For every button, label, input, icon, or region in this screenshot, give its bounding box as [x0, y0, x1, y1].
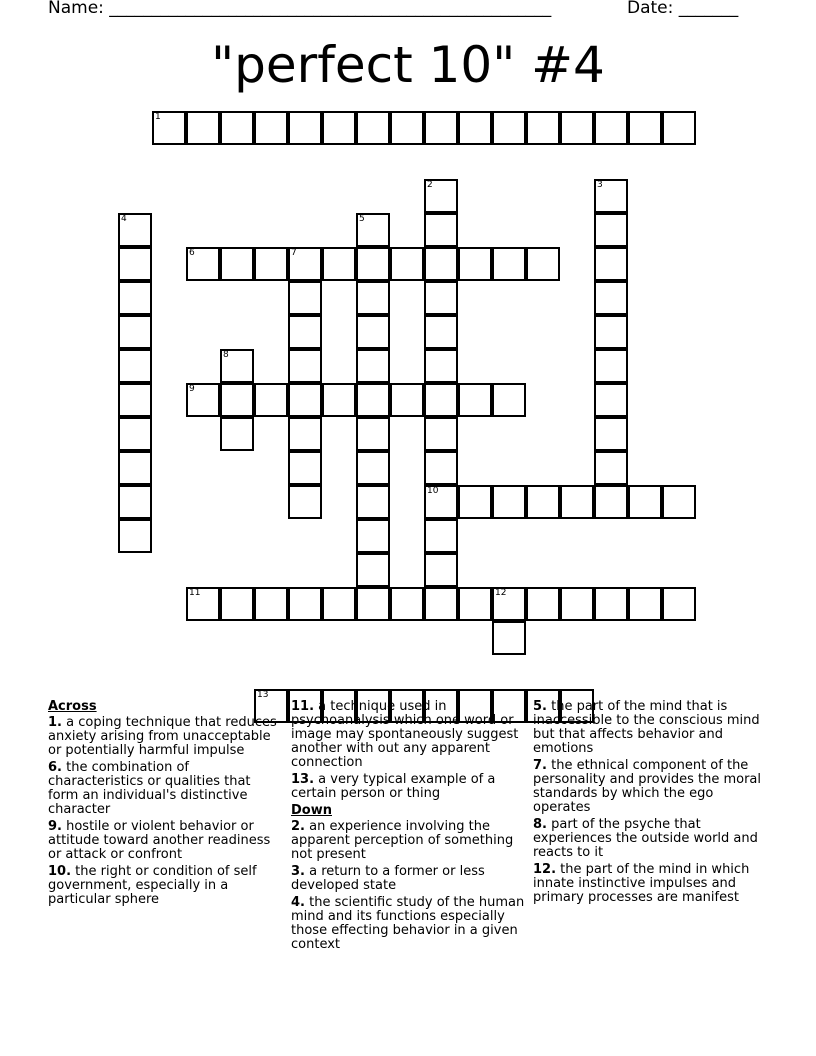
clue-num: 10.: [48, 864, 72, 879]
grid-cell[interactable]: [594, 315, 628, 349]
clue-num: 12.: [533, 862, 557, 877]
grid-cell[interactable]: [186, 383, 220, 417]
grid-cell[interactable]: [390, 111, 424, 145]
grid-cell[interactable]: [288, 451, 322, 485]
grid-cell[interactable]: [424, 519, 458, 553]
grid-cell[interactable]: [594, 111, 628, 145]
grid-cell[interactable]: [594, 179, 628, 213]
clue-item: [291, 700, 525, 770]
grid-cell[interactable]: [458, 587, 492, 621]
grid-cell[interactable]: [356, 587, 390, 621]
grid-cell[interactable]: [118, 349, 152, 383]
grid-cell[interactable]: [356, 383, 390, 417]
clue-num: 2.: [291, 819, 305, 834]
clue-number: 8: [223, 350, 229, 360]
grid-cell[interactable]: [220, 349, 254, 383]
clue-number: 6: [189, 248, 195, 258]
clue-number: 4: [121, 214, 127, 224]
grid-cell[interactable]: [560, 111, 594, 145]
grid-cell[interactable]: [288, 349, 322, 383]
grid-cell[interactable]: [594, 451, 628, 485]
grid-cell[interactable]: [594, 587, 628, 621]
clue-number: 13: [257, 690, 269, 700]
grid-cell[interactable]: [458, 383, 492, 417]
clue-item: [533, 863, 769, 905]
clue-num: 4.: [291, 895, 305, 910]
grid-cell[interactable]: [356, 247, 390, 281]
grid-cell[interactable]: [356, 553, 390, 587]
grid-cell[interactable]: [560, 587, 594, 621]
grid-cell[interactable]: [186, 587, 220, 621]
clue-num: 3.: [291, 864, 305, 879]
grid-cell[interactable]: [594, 417, 628, 451]
clue-num: 6.: [48, 760, 62, 775]
grid-cell[interactable]: [118, 247, 152, 281]
grid-cell[interactable]: [662, 111, 696, 145]
clue-text: a very typical example of a certain person or thing: [291, 772, 496, 801]
grid-cell[interactable]: [288, 111, 322, 145]
grid-cell[interactable]: [118, 383, 152, 417]
grid-cell[interactable]: [220, 587, 254, 621]
grid-cell[interactable]: [594, 383, 628, 417]
grid-cell[interactable]: [288, 587, 322, 621]
grid-cell[interactable]: [356, 485, 390, 519]
grid-cell[interactable]: [254, 383, 288, 417]
grid-cell[interactable]: [118, 451, 152, 485]
grid-cell[interactable]: [118, 417, 152, 451]
clue-item: [48, 716, 284, 758]
grid-cell[interactable]: [288, 247, 322, 281]
clue-num: 13.: [291, 772, 315, 787]
grid-cell[interactable]: [526, 587, 560, 621]
grid-cell[interactable]: [186, 247, 220, 281]
clue-text: the combination of characteristics or qualities that form an individual's distinctive character: [48, 760, 251, 817]
grid-cell[interactable]: [118, 519, 152, 553]
grid-cell[interactable]: [526, 485, 560, 519]
clue-text: a coping technique that reduces anxiety arising from unacceptable or potentially harmful impulse: [48, 715, 277, 758]
across-heading: Across: [48, 699, 97, 714]
clue-num: 11.: [291, 699, 315, 714]
grid-cell[interactable]: [254, 587, 288, 621]
grid-cell[interactable]: [492, 111, 526, 145]
clue-item: [291, 865, 525, 893]
clue-text: hostile or violent behavior or attitude toward another readiness or attack or confront: [48, 819, 271, 862]
grid-cell[interactable]: [220, 417, 254, 451]
grid-cell[interactable]: [492, 247, 526, 281]
clue-number: 7: [291, 248, 297, 258]
grid-cell[interactable]: [356, 519, 390, 553]
grid-cell[interactable]: [424, 281, 458, 315]
clue-item: [533, 700, 769, 756]
grid-cell[interactable]: [628, 111, 662, 145]
grid-cell[interactable]: [424, 315, 458, 349]
grid-cell[interactable]: [288, 417, 322, 451]
grid-cell[interactable]: [356, 213, 390, 247]
clue-item: [291, 896, 525, 952]
clue-item: [291, 773, 525, 801]
clue-item: [291, 820, 525, 862]
grid-cell[interactable]: [424, 417, 458, 451]
grid-cell[interactable]: [492, 587, 526, 621]
grid-cell[interactable]: [254, 111, 288, 145]
grid-cell[interactable]: [118, 281, 152, 315]
grid-cell[interactable]: [458, 111, 492, 145]
grid-cell[interactable]: [594, 247, 628, 281]
grid-cell[interactable]: [356, 417, 390, 451]
grid-cell[interactable]: [594, 213, 628, 247]
grid-cell[interactable]: [424, 383, 458, 417]
grid-cell[interactable]: [594, 349, 628, 383]
clue-text: an experience involving the apparent perception of something not present: [291, 819, 514, 862]
grid-cell[interactable]: [662, 587, 696, 621]
grid-cell[interactable]: [322, 383, 356, 417]
grid-cell[interactable]: [424, 213, 458, 247]
clue-item: [48, 761, 284, 817]
grid-cell[interactable]: [220, 383, 254, 417]
clue-number: 5: [359, 214, 365, 224]
grid-cell[interactable]: [492, 621, 526, 655]
grid-cell[interactable]: [118, 213, 152, 247]
grid-cell[interactable]: [594, 281, 628, 315]
grid-cell[interactable]: [356, 451, 390, 485]
date-field: Date: _______: [627, 0, 739, 18]
clue-item: [533, 759, 769, 815]
clues-column-3: [533, 700, 769, 908]
clue-num: 9.: [48, 819, 62, 834]
grid-cell[interactable]: [390, 587, 424, 621]
grid-cell[interactable]: [424, 553, 458, 587]
grid-cell[interactable]: [492, 485, 526, 519]
clue-item: [48, 865, 284, 907]
grid-cell[interactable]: [288, 315, 322, 349]
grid-cell[interactable]: [322, 587, 356, 621]
grid-cell[interactable]: [390, 383, 424, 417]
grid-cell[interactable]: [322, 111, 356, 145]
grid-cell[interactable]: [356, 349, 390, 383]
page-title: "perfect 10" #4: [211, 36, 605, 94]
grid-cell[interactable]: [424, 247, 458, 281]
clue-text: a technique used in psychoanalysis which one word or image may spontaneously suggest another with out any apparent connection: [291, 699, 519, 770]
grid-cell[interactable]: [186, 111, 220, 145]
clue-num: 8.: [533, 817, 547, 832]
grid-cell[interactable]: [356, 111, 390, 145]
clue-text: a return to a former or less developed state: [291, 864, 485, 893]
grid-cell[interactable]: [526, 111, 560, 145]
grid-cell[interactable]: [424, 111, 458, 145]
grid-cell[interactable]: [356, 281, 390, 315]
grid-cell[interactable]: [424, 587, 458, 621]
grid-cell[interactable]: [118, 485, 152, 519]
clue-text: the part of the mind in which innate instinctive impulses and primary processes are manifest: [533, 862, 750, 905]
grid-cell[interactable]: [662, 485, 696, 519]
grid-cell[interactable]: [424, 349, 458, 383]
grid-cell[interactable]: [594, 485, 628, 519]
grid-cell[interactable]: [254, 247, 288, 281]
grid-cell[interactable]: [220, 111, 254, 145]
clue-text: the part of the mind that is inaccessible to the conscious mind but that affects behavior and emotions: [533, 699, 760, 756]
grid-cell[interactable]: [628, 485, 662, 519]
clue-number: 12: [495, 588, 507, 598]
clue-number: 10: [427, 486, 439, 496]
grid-cell[interactable]: [628, 587, 662, 621]
grid-cell[interactable]: [220, 247, 254, 281]
grid-cell[interactable]: [458, 485, 492, 519]
grid-cell[interactable]: [390, 247, 424, 281]
grid-cell[interactable]: [152, 111, 186, 145]
clue-item: [48, 820, 284, 862]
grid-cell[interactable]: [424, 179, 458, 213]
clue-number: 1: [155, 112, 161, 122]
name-field: Name: ____________________________________________________: [48, 0, 552, 18]
clue-num: 5.: [533, 699, 547, 714]
clue-num: 1.: [48, 715, 62, 730]
clue-num: 7.: [533, 758, 547, 773]
clue-number: 3: [597, 180, 603, 190]
clue-text: the scientific study of the human mind and its functions especially those effecting behavior in a given context: [291, 895, 525, 952]
clue-text: part of the psyche that experiences the outside world and reacts to it: [533, 817, 758, 860]
clue-text: the right or condition of self government, especially in a particular sphere: [48, 864, 257, 907]
grid-cell[interactable]: [424, 451, 458, 485]
grid-cell[interactable]: [492, 383, 526, 417]
grid-cell[interactable]: [356, 315, 390, 349]
grid-cell[interactable]: [458, 247, 492, 281]
grid-cell[interactable]: [288, 281, 322, 315]
grid-cell[interactable]: [288, 383, 322, 417]
grid-cell[interactable]: [560, 485, 594, 519]
clue-number: 2: [427, 180, 433, 190]
down-heading: Down: [291, 803, 332, 818]
grid-cell[interactable]: [118, 315, 152, 349]
clue-item: [533, 818, 769, 860]
clue-number: 11: [189, 588, 201, 598]
clue-text: the ethnical component of the personality and provides the moral standards by which the ego operates: [533, 758, 761, 815]
grid-cell[interactable]: [424, 485, 458, 519]
grid-cell[interactable]: [288, 485, 322, 519]
grid-cell[interactable]: [526, 247, 560, 281]
clue-number: 9: [189, 384, 195, 394]
clues-column-1: [48, 700, 284, 910]
clues-column-2: [291, 700, 525, 955]
grid-cell[interactable]: [322, 247, 356, 281]
